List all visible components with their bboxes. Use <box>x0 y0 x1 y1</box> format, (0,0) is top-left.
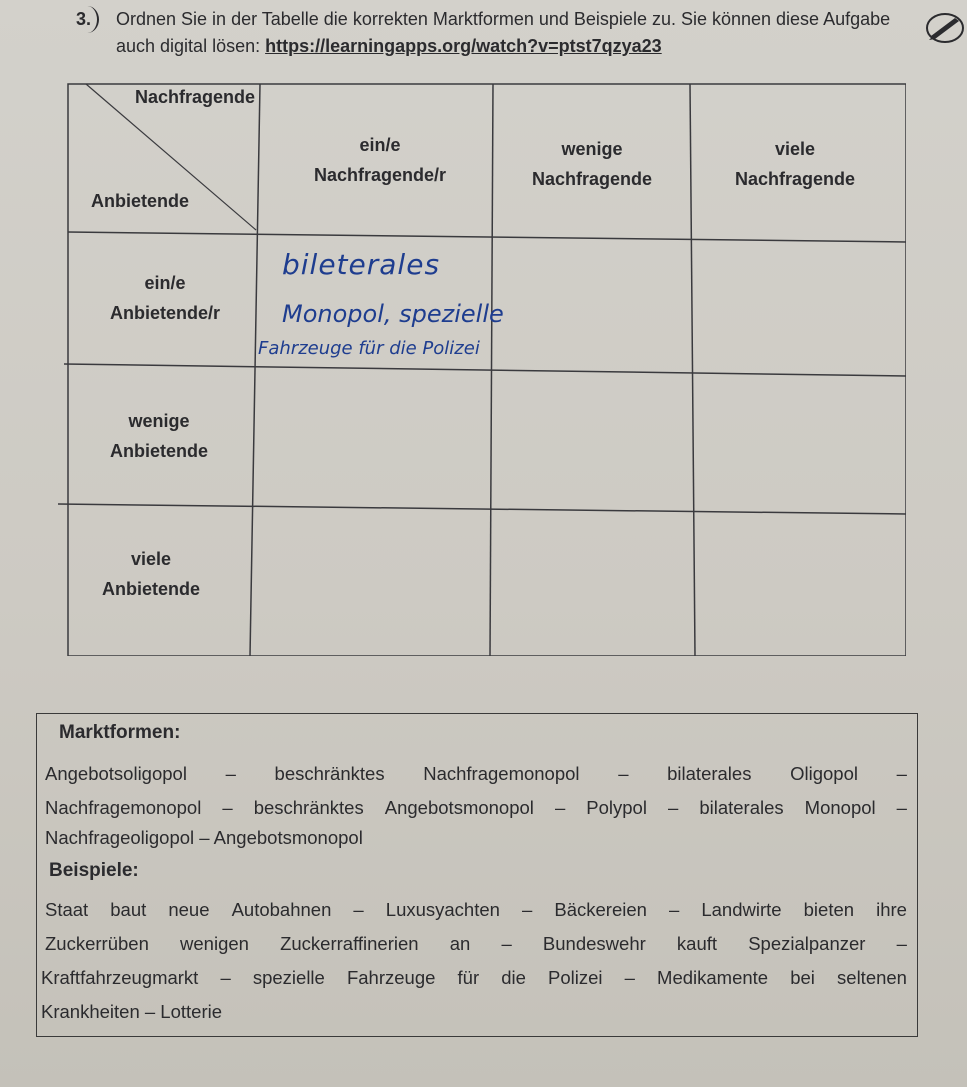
row-header-1-line2: Anbietende/r <box>109 303 220 323</box>
handwritten-answer-line2: Monopol, spezielle <box>282 300 504 328</box>
word: beschränktes <box>253 797 364 818</box>
corner-label-nachfragende: Nachfragende <box>134 87 256 107</box>
row-header-1-line1: ein/e <box>144 273 186 293</box>
word: – <box>624 967 635 988</box>
word: – <box>353 899 364 920</box>
word: Staat <box>45 899 89 920</box>
word: Fahrzeuge <box>346 967 436 988</box>
word: Angebotsoligopol <box>45 763 187 784</box>
row-header-2 <box>74 406 244 466</box>
word: ihre <box>876 899 907 920</box>
word: neue <box>168 899 210 920</box>
word: – <box>222 797 233 818</box>
word: – <box>896 933 907 954</box>
word: Autobahnen <box>231 899 332 920</box>
word: Angebotsmonopol <box>384 797 534 818</box>
corner-label-anbietende: Anbietende <box>90 191 189 211</box>
word: Zuckerraffinerien <box>280 933 419 954</box>
word: bilaterales <box>667 763 752 784</box>
column-header-2 <box>512 134 672 194</box>
word: Oligopol <box>790 763 858 784</box>
task-text-line2 <box>116 33 908 60</box>
word: Polypol <box>586 797 647 818</box>
column-header-2-line1: wenige <box>561 139 623 159</box>
word: beschränktes <box>274 763 385 784</box>
word: Monopol <box>804 797 876 818</box>
word: – <box>225 763 236 784</box>
handwritten-answer-line1: bileterales <box>282 248 441 281</box>
word: Bundeswehr <box>542 933 646 954</box>
pen-icon <box>925 6 965 46</box>
word: an <box>449 933 471 954</box>
word: – <box>896 797 907 818</box>
word: seltenen <box>837 967 907 988</box>
task-text-line1: Ordnen Sie in der Tabelle die korrekten Marktformen und Beispiele zu. Sie können diese Aufgabe <box>116 9 891 29</box>
market-forms-table <box>50 72 906 656</box>
options-box <box>36 713 918 1037</box>
word: Luxusyachten <box>385 899 500 920</box>
marktformen-line3: Nachfrageoligopol – Angebotsmonopol <box>45 827 363 848</box>
word: bei <box>790 967 815 988</box>
column-header-2-line2: Nachfragende <box>531 169 653 189</box>
word: Medikamente <box>657 967 769 988</box>
marktformen-line2 <box>45 796 907 820</box>
column-header-1-line2: Nachfragende/r <box>313 165 447 185</box>
word: bilaterales <box>699 797 784 818</box>
task-number: 3. <box>76 6 99 33</box>
row-header-2-line2: Anbietende <box>109 441 208 461</box>
word: Kraftfahrzeugmarkt <box>41 967 199 988</box>
beispiele-line4: Krankheiten – Lotterie <box>41 1001 223 1022</box>
word: – <box>667 797 679 818</box>
marktformen-line1 <box>45 762 907 786</box>
column-header-3 <box>710 134 880 194</box>
learningapps-link[interactable]: https://learningapps.org/watch?v=ptst7qzya23 <box>265 36 662 56</box>
word: kauft <box>676 933 718 954</box>
word: – <box>896 763 907 784</box>
word: Nachfragemonopol <box>423 763 580 784</box>
handwritten-answer-line3: Fahrzeuge für die Polizei <box>258 338 480 359</box>
word: Bäckereien <box>554 899 647 920</box>
word: die <box>501 967 526 988</box>
column-header-1 <box>290 130 470 190</box>
marktformen-heading: Marktformen: <box>59 722 181 743</box>
row-header-2-line1: wenige <box>128 411 190 431</box>
word: wenigen <box>180 933 249 954</box>
beispiele-line1 <box>45 898 907 922</box>
word: bieten <box>803 899 855 920</box>
column-header-3-line2: Nachfragende <box>734 169 856 189</box>
row-header-3-line1: viele <box>130 549 172 569</box>
word: – <box>501 933 512 954</box>
row-header-3-line2: Anbietende <box>101 579 200 599</box>
beispiele-line3 <box>41 966 907 990</box>
word: spezielle <box>252 967 325 988</box>
beispiele-line2 <box>45 932 907 956</box>
row-header-3 <box>66 544 236 604</box>
column-header-3-line1: viele <box>774 139 816 159</box>
word: baut <box>110 899 147 920</box>
word: – <box>618 763 629 784</box>
row-header-1 <box>80 268 250 328</box>
word: Zuckerrüben <box>45 933 149 954</box>
task-text-prefix: auch digital lösen: <box>116 36 266 56</box>
word: – <box>220 967 231 988</box>
word: – <box>669 899 680 920</box>
word: für <box>457 967 480 988</box>
word: Landwirte <box>701 899 782 920</box>
word: Polizei <box>548 967 603 988</box>
word: Nachfragemonopol <box>45 797 202 818</box>
column-header-1-line1: ein/e <box>359 135 401 155</box>
word: Spezialpanzer <box>748 933 866 954</box>
beispiele-heading: Beispiele: <box>49 860 139 881</box>
word: – <box>554 797 566 818</box>
task-instructions <box>78 6 908 60</box>
word: – <box>522 899 533 920</box>
